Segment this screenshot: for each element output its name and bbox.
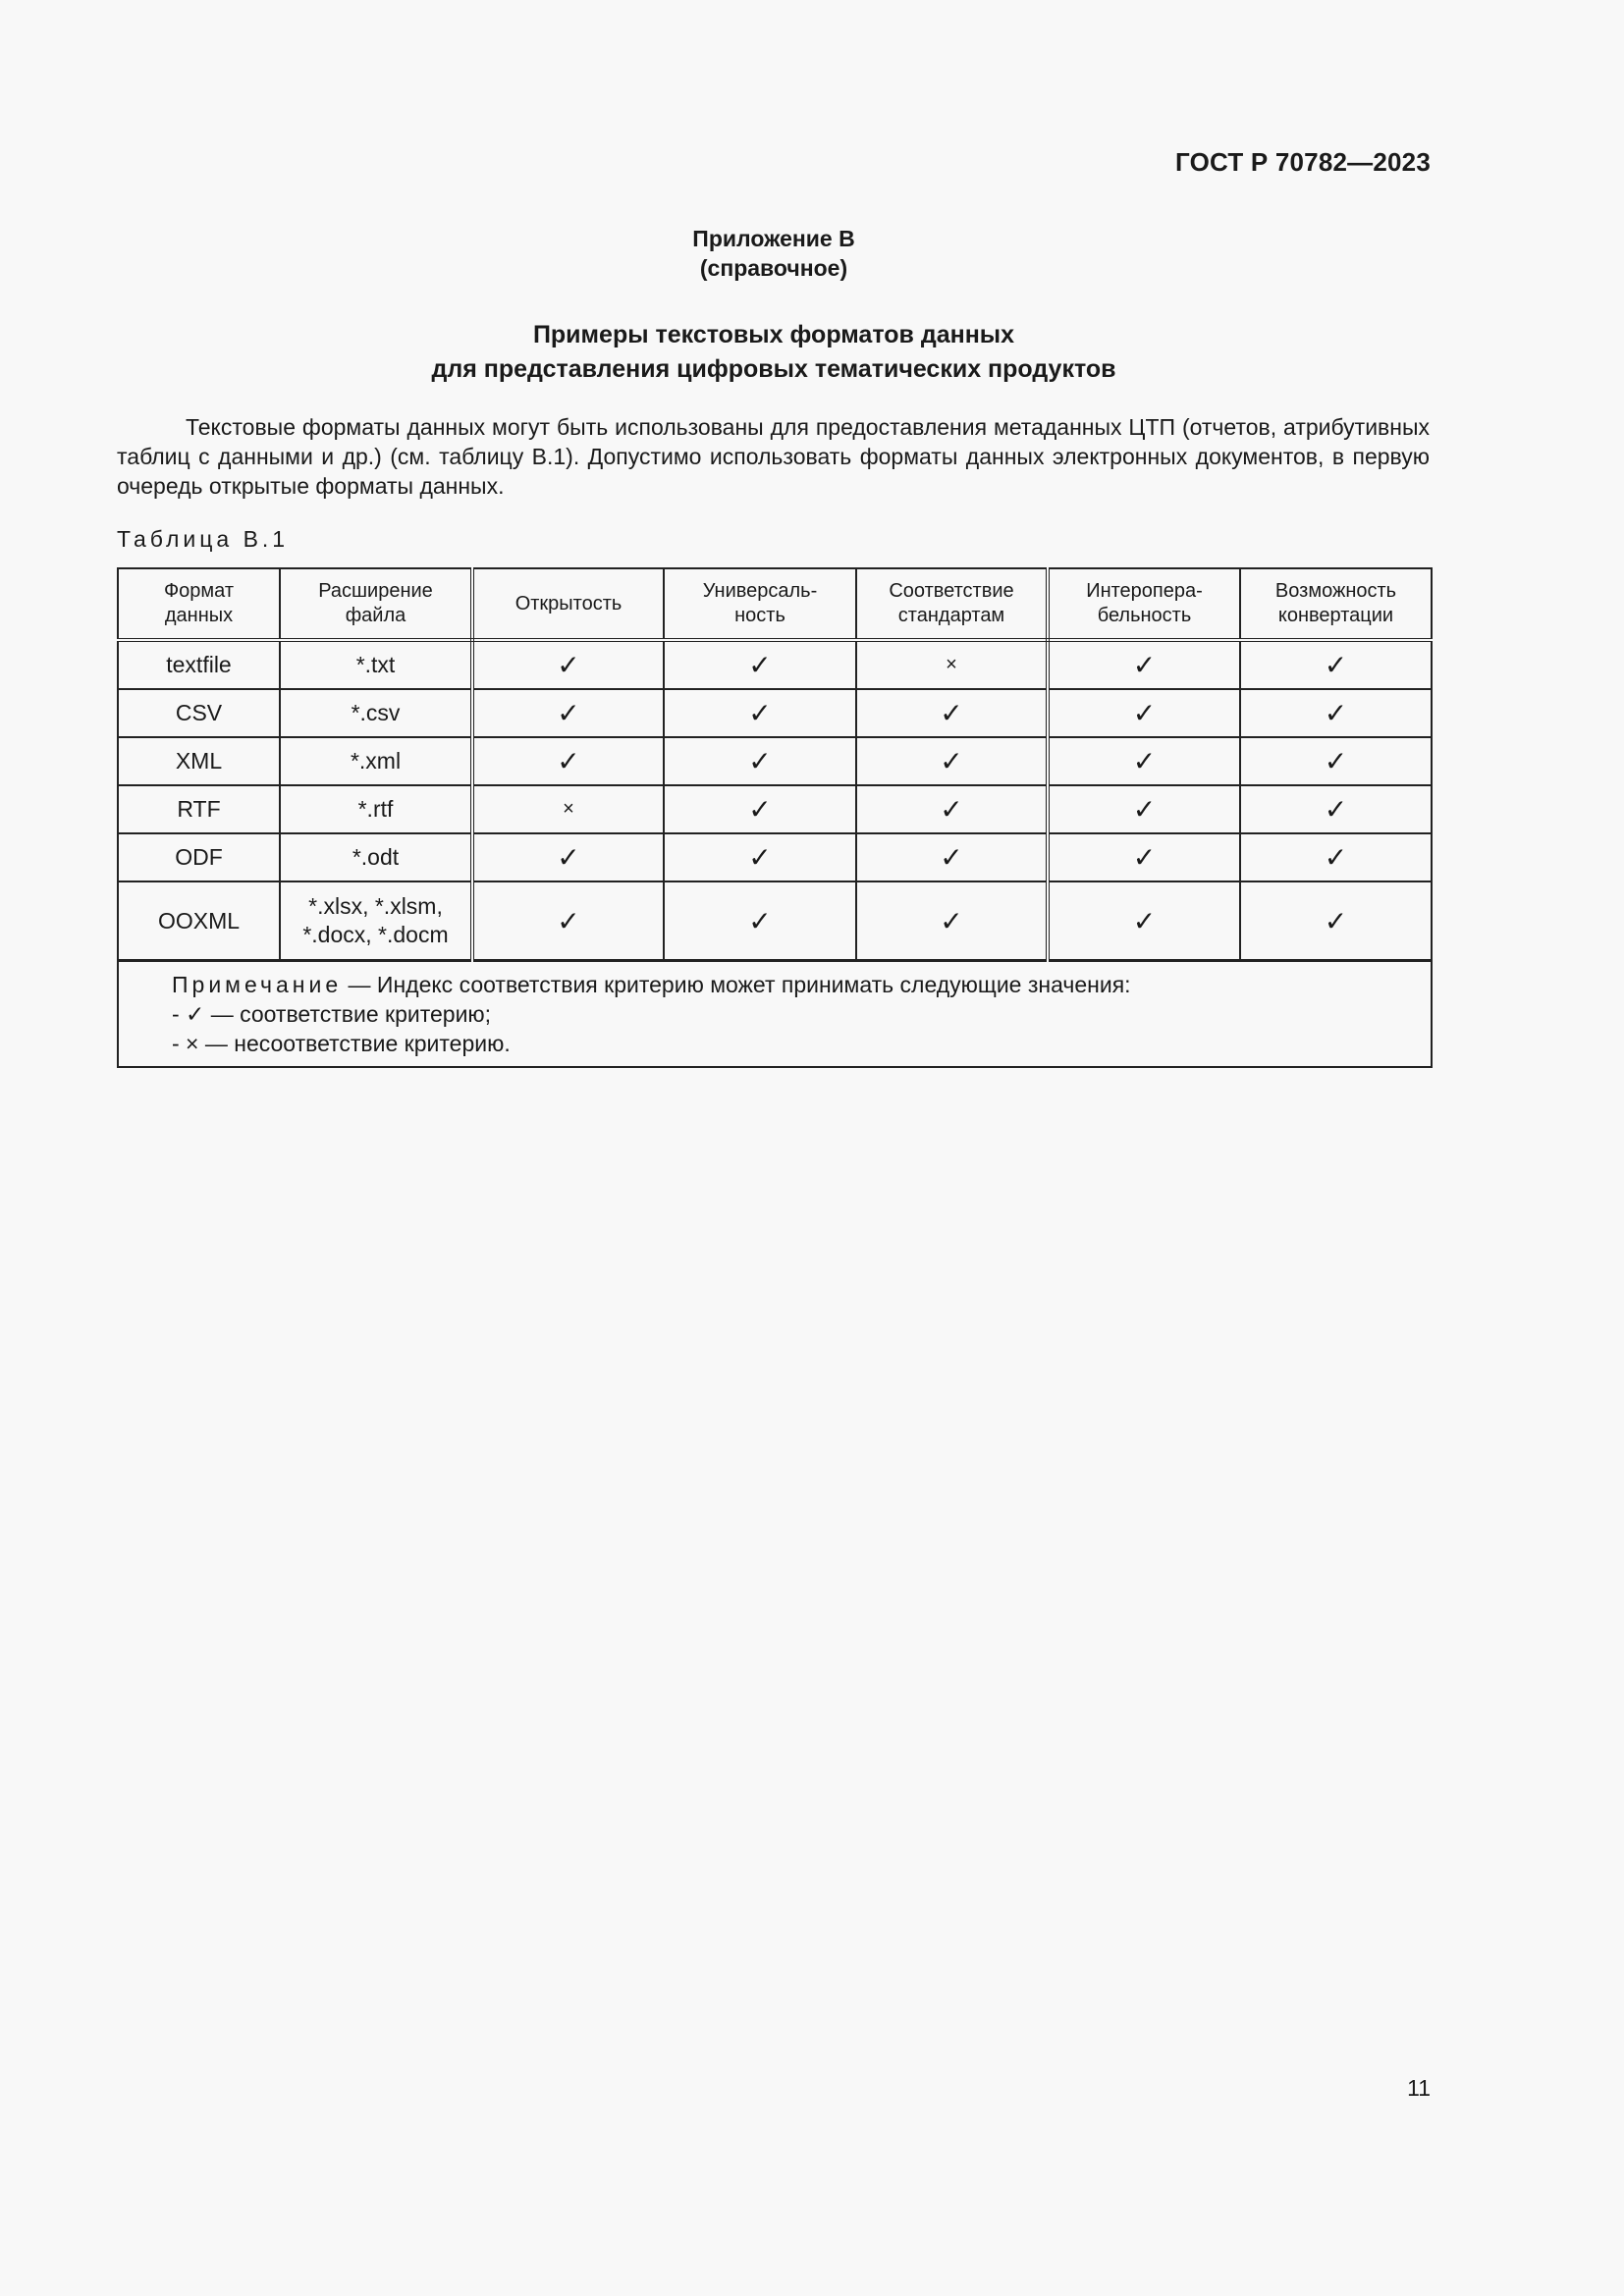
mark-cell: ✓ [856,785,1048,833]
mark-cell: ✓ [1048,640,1240,689]
formats-table [117,567,1433,1068]
table-row [118,833,1432,881]
table-caption: Таблица В.1 [117,526,290,552]
column-header-interoperability: Интеропера- бельность [1048,568,1240,640]
note-label: Примечание [172,972,343,997]
mark-cell: ✓ [1048,881,1240,961]
table-row [118,785,1432,833]
mark-cell: ✓ [664,737,856,785]
table-header-row [118,568,1432,640]
column-header-conversion: Возможность конвертации [1240,568,1432,640]
section-heading [0,318,1547,387]
format-cell: textfile [118,640,280,689]
mark-cell: ✓ [664,833,856,881]
mark-cell: ✓ [1240,833,1432,881]
heading-line-2: для представления цифровых тематических продуктов [431,355,1116,383]
document-code: ГОСТ Р 70782—2023 [1175,147,1431,177]
table-note [118,961,1432,1068]
table-note-row [118,961,1432,1068]
mark-cell: ✓ [664,881,856,961]
appendix-title: Приложение В [692,226,855,251]
column-header-standards: Соответствие стандартам [856,568,1048,640]
mark-cell: ✓ [856,689,1048,737]
table-row [118,881,1432,961]
table-row [118,689,1432,737]
mark-cell: ✓ [472,737,664,785]
column-header-format: Формат данных [118,568,280,640]
format-cell: CSV [118,689,280,737]
format-cell: XML [118,737,280,785]
mark-cell: ✓ [1048,785,1240,833]
extension-cell: *.odt [280,833,472,881]
mark-cell: ✓ [472,640,664,689]
mark-cell: × [856,640,1048,689]
extension-cell: *.xml [280,737,472,785]
column-header-extension: Расширение файла [280,568,472,640]
mark-cell: ✓ [664,640,856,689]
mark-cell: ✓ [1048,689,1240,737]
mark-cell: ✓ [472,833,664,881]
mark-cell: ✓ [664,689,856,737]
column-header-universality: Универсаль- ность [664,568,856,640]
mark-cell: ✓ [856,881,1048,961]
column-header-openness: Открытость [472,568,664,640]
mark-cell: ✓ [1240,881,1432,961]
mark-cell: × [472,785,664,833]
note-item-no: - × — несоответствие критерию. [172,1031,511,1056]
format-cell: OOXML [118,881,280,961]
mark-cell: ✓ [1048,833,1240,881]
mark-cell: ✓ [856,833,1048,881]
mark-cell: ✓ [472,689,664,737]
mark-cell: ✓ [664,785,856,833]
note-item-yes: - ✓ — соответствие критерию; [172,1001,492,1027]
page-number: 11 [1407,2075,1431,2101]
extension-cell: *.xlsx, *.xlsm, *.docx, *.docm [280,881,472,961]
note-line [172,970,1421,999]
mark-cell: ✓ [1048,737,1240,785]
table-row [118,640,1432,689]
appendix-subtitle: (справочное) [699,255,848,281]
intro-paragraph: Текстовые форматы данных могут быть использованы для предоставления метаданных ЦТП (отчетов, атрибутивных таблиц с данными и др.) (см. таблицу В.1). Допустимо использовать форматы данных электронных документов, в первую очередь открытые форматы данных. [117,414,1430,499]
extension-cell: *.rtf [280,785,472,833]
table-row [118,737,1432,785]
mark-cell: ✓ [472,881,664,961]
appendix-block [0,224,1547,283]
extension-cell: *.csv [280,689,472,737]
mark-cell: ✓ [1240,689,1432,737]
mark-cell: ✓ [1240,785,1432,833]
mark-cell: ✓ [1240,737,1432,785]
heading-line-1: Примеры текстовых форматов данных [532,321,1015,348]
extension-cell: *.txt [280,640,472,689]
mark-cell: ✓ [1240,640,1432,689]
format-cell: RTF [118,785,280,833]
mark-cell: ✓ [856,737,1048,785]
format-cell: ODF [118,833,280,881]
note-text: — Индекс соответствия критерию может принимать следующие значения: [342,972,1131,997]
